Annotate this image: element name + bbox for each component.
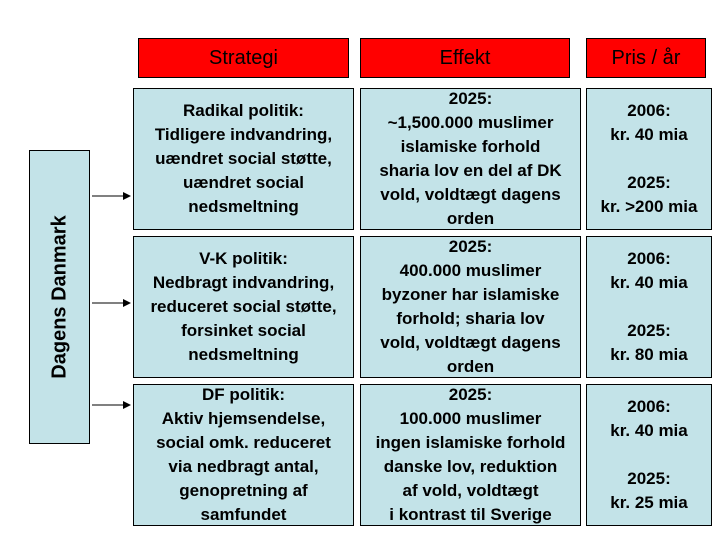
effekt-1-line: islamiske forhold xyxy=(400,137,541,156)
pris-3-2025-label: 2025: xyxy=(627,469,671,488)
effekt-3-line: danske lov, reduktion xyxy=(383,457,558,476)
strategi-3-line: Aktiv hjemsendelse, xyxy=(161,409,326,428)
pris-box-2 xyxy=(586,236,712,378)
pris-2-2025-label: 2025: xyxy=(627,321,671,340)
strategi-3-line: via nedbragt antal, xyxy=(168,457,319,476)
pris-1-2006-label: 2006: xyxy=(627,101,671,120)
effekt-2-line: 2025: xyxy=(448,237,493,256)
effekt-box-3 xyxy=(360,384,581,526)
strategi-2-line: V-K politik: xyxy=(199,249,288,268)
effekt-2-line: vold, voldtægt dagens xyxy=(380,333,561,352)
effekt-1-line: sharia lov en del af DK xyxy=(379,161,562,180)
strategi-1-line: uændret social xyxy=(183,173,304,192)
pris-3-2006-label: 2006: xyxy=(627,397,671,416)
side-label: Dagens Danmark xyxy=(48,215,70,379)
pris-1-2025-value: kr. >200 mia xyxy=(600,197,698,216)
effekt-2-line: byzoner har islamiske xyxy=(381,285,560,304)
strategi-1-line: uændret social støtte, xyxy=(155,149,332,168)
effekt-1-line: 2025: xyxy=(448,89,493,108)
pris-box-3 xyxy=(586,384,712,526)
pris-2-2006-value: kr. 40 mia xyxy=(610,273,688,292)
effekt-3-line: ingen islamiske forhold xyxy=(375,433,566,452)
effekt-1-line: ~1,500.000 muslimer xyxy=(387,113,554,132)
effekt-2-line: orden xyxy=(446,357,495,376)
pris-box-1 xyxy=(586,88,712,230)
pris-1-2025-label: 2025: xyxy=(627,173,671,192)
effekt-3-line: i kontrast til Sverige xyxy=(389,505,552,524)
pris-3-2006-value: kr. 40 mia xyxy=(610,421,688,440)
strategi-2-line: forsinket social xyxy=(181,321,306,340)
strategi-3-line: genopretning af xyxy=(179,481,308,500)
strategi-2-line: nedsmeltning xyxy=(188,345,299,364)
effekt-3-line: af vold, voldtægt xyxy=(402,481,539,500)
effekt-box-2 xyxy=(360,236,581,378)
strategi-2-line: Nedbragt indvandring, xyxy=(152,273,335,292)
header-pris-label: Pris / år xyxy=(611,46,681,69)
strategi-1-line: Tidligere indvandring, xyxy=(154,125,333,144)
strategi-2-line: reduceret social støtte, xyxy=(150,297,337,316)
effekt-2-line: forhold; sharia lov xyxy=(396,309,545,328)
header-effekt-label: Effekt xyxy=(439,46,491,69)
pris-1-2006-value: kr. 40 mia xyxy=(610,125,688,144)
strategi-box-2 xyxy=(133,236,354,378)
strategi-3-line: DF politik: xyxy=(201,385,286,404)
effekt-1-line: orden xyxy=(446,209,495,228)
header-strategi-label: Strategi xyxy=(209,46,278,69)
effekt-3-line: 100.000 muslimer xyxy=(399,409,542,428)
effekt-box-1 xyxy=(360,88,581,230)
strategi-1-line: Radikal politik: xyxy=(183,101,304,120)
strategi-box-1 xyxy=(133,88,354,230)
effekt-2-line: 400.000 muslimer xyxy=(399,261,542,280)
strategi-3-line: social omk. reduceret xyxy=(156,433,331,452)
pris-2-2006-label: 2006: xyxy=(627,249,671,268)
effekt-1-line: vold, voldtægt dagens xyxy=(380,185,561,204)
strategi-3-line: samfundet xyxy=(200,505,287,524)
effekt-3-line: 2025: xyxy=(448,385,493,404)
pris-2-2025-value: kr. 80 mia xyxy=(610,345,688,364)
strategi-1-line: nedsmeltning xyxy=(188,197,299,216)
pris-3-2025-value: kr. 25 mia xyxy=(610,493,688,512)
strategi-box-3 xyxy=(133,384,354,526)
